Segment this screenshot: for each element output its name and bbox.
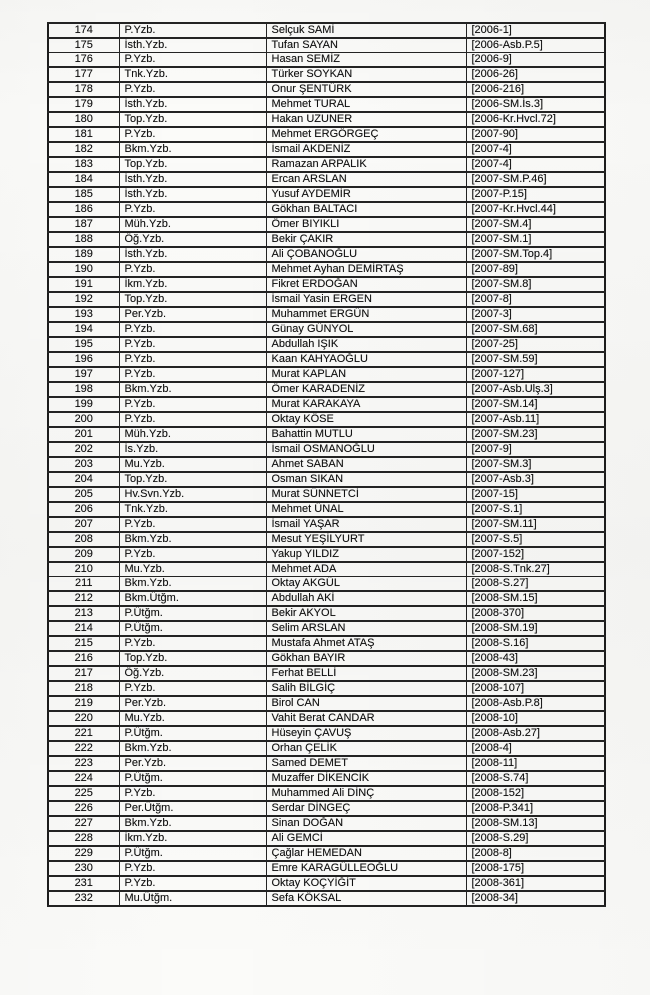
name-cell: Mehmet Ayhan DEMİRTAŞ — [266, 262, 466, 277]
code-cell: [2008-10] — [466, 711, 605, 726]
name-cell: Ercan ARSLAN — [266, 172, 466, 187]
name-cell: İsmail YAŞAR — [266, 517, 466, 532]
name-cell: Gökhan BALTACI — [266, 202, 466, 217]
row-number-cell: 209 — [48, 547, 119, 562]
name-cell: Selçuk SAMİ — [266, 23, 466, 38]
row-number-cell: 190 — [48, 262, 119, 277]
code-cell: [2008-Asb.27] — [466, 726, 605, 741]
rank-cell: P.Yzb. — [119, 681, 266, 696]
table-row — [48, 172, 605, 187]
code-cell: [2008-370] — [466, 606, 605, 621]
code-cell: [2007-89] — [466, 262, 605, 277]
name-cell: Samed DEMET — [266, 756, 466, 771]
table-row — [48, 187, 605, 202]
table-row — [48, 127, 605, 142]
code-cell: [2008-SM.15] — [466, 591, 605, 606]
row-number-cell: 189 — [48, 247, 119, 262]
row-number-cell: 205 — [48, 487, 119, 502]
name-cell: Mehmet ADA — [266, 562, 466, 577]
code-cell: [2008-175] — [466, 861, 605, 876]
name-cell: Sefa KÖKSAL — [266, 891, 466, 906]
name-cell: Hüseyin ÇAVUŞ — [266, 726, 466, 741]
table-row — [48, 532, 605, 547]
rank-cell: İsth.Yzb. — [119, 97, 266, 112]
name-cell: Tufan SAYAN — [266, 38, 466, 53]
code-cell: [2007-P.15] — [466, 187, 605, 202]
rank-cell: P.Yzb. — [119, 127, 266, 142]
table-row — [48, 846, 605, 861]
row-number-cell: 206 — [48, 502, 119, 517]
rank-cell: Mu.Ütğm. — [119, 891, 266, 906]
row-number-cell: 224 — [48, 771, 119, 786]
code-cell: [2007-Asb.3] — [466, 472, 605, 487]
table-row — [48, 711, 605, 726]
rank-cell: Bkm.Ütğm. — [119, 591, 266, 606]
name-cell: Selim ARSLAN — [266, 621, 466, 636]
code-cell: [2007-SM.1] — [466, 232, 605, 247]
name-cell: Birol CAN — [266, 696, 466, 711]
table-row — [48, 292, 605, 307]
table-row — [48, 801, 605, 816]
table-row — [48, 307, 605, 322]
table-row — [48, 232, 605, 247]
rank-cell: İkm.Yzb. — [119, 277, 266, 292]
rank-cell: P.Ütğm. — [119, 846, 266, 861]
name-cell: Murat KARAKAYA — [266, 397, 466, 412]
rank-cell: P.Yzb. — [119, 412, 266, 427]
rank-cell: Per.Ütğm. — [119, 801, 266, 816]
table-row — [48, 202, 605, 217]
table-row — [48, 651, 605, 666]
table-row — [48, 621, 605, 636]
rank-cell: P.Yzb. — [119, 397, 266, 412]
table-row — [48, 457, 605, 472]
code-cell: [2007-SM.4] — [466, 217, 605, 232]
row-number-cell: 208 — [48, 532, 119, 547]
name-cell: Ali ÇOBANOĞLU — [266, 247, 466, 262]
code-cell: [2006-26] — [466, 67, 605, 82]
table-row — [48, 756, 605, 771]
row-number-cell: 195 — [48, 337, 119, 352]
table-row — [48, 666, 605, 681]
row-number-cell: 225 — [48, 786, 119, 801]
rank-cell: P.Ütğm. — [119, 606, 266, 621]
name-cell: Bahattin MUTLU — [266, 427, 466, 442]
row-number-cell: 182 — [48, 142, 119, 157]
table-row — [48, 876, 605, 891]
rank-cell: P.Yzb. — [119, 861, 266, 876]
table-row — [48, 23, 605, 38]
row-number-cell: 178 — [48, 82, 119, 97]
rank-cell: Tnk.Yzb. — [119, 502, 266, 517]
code-cell: [2007-SM.Top.4] — [466, 247, 605, 262]
name-cell: Mehmet ERGÖRGEÇ — [266, 127, 466, 142]
name-cell: Oktay KOÇYİĞİT — [266, 876, 466, 891]
table-row — [48, 322, 605, 337]
rank-cell: Bkm.Yzb. — [119, 577, 266, 592]
table-row — [48, 741, 605, 756]
row-number-cell: 221 — [48, 726, 119, 741]
code-cell: [2006-9] — [466, 53, 605, 68]
name-cell: Murat KAPLAN — [266, 367, 466, 382]
rank-cell: Öğ.Yzb. — [119, 666, 266, 681]
row-number-cell: 177 — [48, 67, 119, 82]
name-cell: Muhammet ERGÜN — [266, 307, 466, 322]
rank-cell: P.Ütğm. — [119, 621, 266, 636]
name-cell: Ömer KARADENİZ — [266, 382, 466, 397]
personnel-table — [47, 22, 606, 907]
code-cell: [2006-SM.İs.3] — [466, 97, 605, 112]
name-cell: Mustafa Ahmet ATAŞ — [266, 636, 466, 651]
code-cell: [2008-SM.19] — [466, 621, 605, 636]
rank-cell: P.Yzb. — [119, 337, 266, 352]
rank-cell: P.Yzb. — [119, 547, 266, 562]
code-cell: [2008-152] — [466, 786, 605, 801]
rank-cell: Müh.Yzb. — [119, 427, 266, 442]
table-row — [48, 502, 605, 517]
row-number-cell: 202 — [48, 442, 119, 457]
name-cell: Türker SOYKAN — [266, 67, 466, 82]
rank-cell: P.Ütğm. — [119, 771, 266, 786]
table-row — [48, 681, 605, 696]
code-cell: [2007-SM.11] — [466, 517, 605, 532]
rank-cell: P.Yzb. — [119, 786, 266, 801]
code-cell: [2007-3] — [466, 307, 605, 322]
name-cell: Serdar DİNGEÇ — [266, 801, 466, 816]
row-number-cell: 199 — [48, 397, 119, 412]
table-row — [48, 547, 605, 562]
table-row — [48, 157, 605, 172]
table-row — [48, 262, 605, 277]
rank-cell: Top.Yzb. — [119, 472, 266, 487]
name-cell: Mehmet ÜNAL — [266, 502, 466, 517]
row-number-cell: 201 — [48, 427, 119, 442]
table-row — [48, 577, 605, 592]
row-number-cell: 211 — [48, 577, 119, 592]
code-cell: [2007-SM.14] — [466, 397, 605, 412]
code-cell: [2007-25] — [466, 337, 605, 352]
table-row — [48, 82, 605, 97]
rank-cell: İsth.Yzb. — [119, 247, 266, 262]
code-cell: [2007-4] — [466, 157, 605, 172]
code-cell: [2007-S.5] — [466, 532, 605, 547]
code-cell: [2008-361] — [466, 876, 605, 891]
rank-cell: P.Yzb. — [119, 876, 266, 891]
table-row — [48, 97, 605, 112]
row-number-cell: 220 — [48, 711, 119, 726]
table-row — [48, 217, 605, 232]
row-number-cell: 217 — [48, 666, 119, 681]
rank-cell: P.Yzb. — [119, 636, 266, 651]
code-cell: [2008-S.74] — [466, 771, 605, 786]
row-number-cell: 186 — [48, 202, 119, 217]
name-cell: Bekir AKYOL — [266, 606, 466, 621]
code-cell: [2007-8] — [466, 292, 605, 307]
row-number-cell: 215 — [48, 636, 119, 651]
row-number-cell: 222 — [48, 741, 119, 756]
name-cell: Murat SÜNNETCİ — [266, 487, 466, 502]
rank-cell: Bkm.Yzb. — [119, 142, 266, 157]
name-cell: Mesut YEŞİLYURT — [266, 532, 466, 547]
name-cell: Abdullah IŞIK — [266, 337, 466, 352]
rank-cell: Bkm.Yzb. — [119, 382, 266, 397]
rank-cell: P.Yzb. — [119, 352, 266, 367]
table-row — [48, 142, 605, 157]
name-cell: Ramazan ARPALIK — [266, 157, 466, 172]
name-cell: Günay GÜNYOL — [266, 322, 466, 337]
row-number-cell: 174 — [48, 23, 119, 38]
name-cell: Sinan DOĞAN — [266, 816, 466, 831]
rank-cell: P.Yzb. — [119, 23, 266, 38]
row-number-cell: 179 — [48, 97, 119, 112]
name-cell: Salih BİLGİÇ — [266, 681, 466, 696]
row-number-cell: 181 — [48, 127, 119, 142]
rank-cell: P.Yzb. — [119, 262, 266, 277]
table-row — [48, 442, 605, 457]
table-row — [48, 337, 605, 352]
row-number-cell: 180 — [48, 112, 119, 127]
name-cell: İsmail Yasin ERGEN — [266, 292, 466, 307]
rank-cell: Top.Yzb. — [119, 112, 266, 127]
table-row — [48, 247, 605, 262]
row-number-cell: 187 — [48, 217, 119, 232]
code-cell: [2006-1] — [466, 23, 605, 38]
rank-cell: Per.Yzb. — [119, 756, 266, 771]
rank-cell: Per.Yzb. — [119, 696, 266, 711]
row-number-cell: 204 — [48, 472, 119, 487]
code-cell: [2008-S.29] — [466, 831, 605, 846]
rank-cell: Öğ.Yzb. — [119, 232, 266, 247]
name-cell: İsmail OSMANOĞLU — [266, 442, 466, 457]
row-number-cell: 228 — [48, 831, 119, 846]
code-cell: [2007-SM.3] — [466, 457, 605, 472]
table-row — [48, 487, 605, 502]
table-row — [48, 517, 605, 532]
code-cell: [2007-127] — [466, 367, 605, 382]
code-cell: [2007-9] — [466, 442, 605, 457]
code-cell: [2007-SM.23] — [466, 427, 605, 442]
name-cell: Kaan KAHYAOĞLU — [266, 352, 466, 367]
rank-cell: Bkm.Yzb. — [119, 816, 266, 831]
row-number-cell: 194 — [48, 322, 119, 337]
table-row — [48, 891, 605, 906]
code-cell: [2008-SM.13] — [466, 816, 605, 831]
rank-cell: Top.Yzb. — [119, 651, 266, 666]
code-cell: [2008-8] — [466, 846, 605, 861]
row-number-cell: 183 — [48, 157, 119, 172]
rank-cell: Tnk.Yzb. — [119, 67, 266, 82]
rank-cell: Top.Yzb. — [119, 292, 266, 307]
code-cell: [2007-SM.8] — [466, 277, 605, 292]
code-cell: [2007-S.1] — [466, 502, 605, 517]
table-row — [48, 816, 605, 831]
rank-cell: İsth.Yzb. — [119, 187, 266, 202]
rank-cell: Mu.Yzb. — [119, 457, 266, 472]
row-number-cell: 223 — [48, 756, 119, 771]
code-cell: [2008-11] — [466, 756, 605, 771]
row-number-cell: 193 — [48, 307, 119, 322]
name-cell: Ali GEMCİ — [266, 831, 466, 846]
table-row — [48, 786, 605, 801]
name-cell: Hasan SEMİZ — [266, 53, 466, 68]
row-number-cell: 210 — [48, 562, 119, 577]
row-number-cell: 188 — [48, 232, 119, 247]
row-number-cell: 216 — [48, 651, 119, 666]
row-number-cell: 227 — [48, 816, 119, 831]
rank-cell: Bkm.Yzb. — [119, 741, 266, 756]
table-row — [48, 472, 605, 487]
table-row — [48, 861, 605, 876]
name-cell: Abdullah AKİ — [266, 591, 466, 606]
rank-cell: Per.Yzb. — [119, 307, 266, 322]
row-number-cell: 191 — [48, 277, 119, 292]
code-cell: [2008-43] — [466, 651, 605, 666]
row-number-cell: 176 — [48, 53, 119, 68]
row-number-cell: 218 — [48, 681, 119, 696]
row-number-cell: 207 — [48, 517, 119, 532]
row-number-cell: 226 — [48, 801, 119, 816]
name-cell: Muhammed Ali DİNÇ — [266, 786, 466, 801]
rank-cell: P.Yzb. — [119, 322, 266, 337]
code-cell: [2007-152] — [466, 547, 605, 562]
rank-cell: Bkm.Yzb. — [119, 532, 266, 547]
row-number-cell: 214 — [48, 621, 119, 636]
table-row — [48, 53, 605, 68]
code-cell: [2007-4] — [466, 142, 605, 157]
name-cell: Osman SIKAN — [266, 472, 466, 487]
row-number-cell: 197 — [48, 367, 119, 382]
table-row — [48, 726, 605, 741]
table-row — [48, 382, 605, 397]
code-cell: [2007-SM.59] — [466, 352, 605, 367]
row-number-cell: 200 — [48, 412, 119, 427]
row-number-cell: 229 — [48, 846, 119, 861]
code-cell: [2008-P.341] — [466, 801, 605, 816]
code-cell: [2007-Asb.Ulş.3] — [466, 382, 605, 397]
name-cell: Ömer BIYIKLI — [266, 217, 466, 232]
code-cell: [2007-Asb.11] — [466, 412, 605, 427]
name-cell: Yakup YILDIZ — [266, 547, 466, 562]
name-cell: Onur ŞENTÜRK — [266, 82, 466, 97]
code-cell: [2007-SM.68] — [466, 322, 605, 337]
name-cell: Vahit Berat CANDAR — [266, 711, 466, 726]
row-number-cell: 232 — [48, 891, 119, 906]
name-cell: Gökhan BAYIR — [266, 651, 466, 666]
name-cell: Fikret ERDOĞAN — [266, 277, 466, 292]
table-row — [48, 696, 605, 711]
rank-cell: Hv.Svn.Yzb. — [119, 487, 266, 502]
rank-cell: P.Yzb. — [119, 53, 266, 68]
row-number-cell: 184 — [48, 172, 119, 187]
row-number-cell: 212 — [48, 591, 119, 606]
code-cell: [2008-4] — [466, 741, 605, 756]
rank-cell: İkm.Yzb. — [119, 831, 266, 846]
table-row — [48, 367, 605, 382]
table-row — [48, 636, 605, 651]
rank-cell: P.Ütğm. — [119, 726, 266, 741]
name-cell: Orhan ÇELİK — [266, 741, 466, 756]
table-row — [48, 352, 605, 367]
name-cell: İsmail AKDENİZ — [266, 142, 466, 157]
row-number-cell: 175 — [48, 38, 119, 53]
rank-cell: Mu.Yzb. — [119, 711, 266, 726]
code-cell: [2006-Kr.Hvcl.72] — [466, 112, 605, 127]
code-cell: [2008-107] — [466, 681, 605, 696]
code-cell: [2008-34] — [466, 891, 605, 906]
code-cell: [2007-90] — [466, 127, 605, 142]
table-row — [48, 606, 605, 621]
rank-cell: Top.Yzb. — [119, 157, 266, 172]
rank-cell: İs.Yzb. — [119, 442, 266, 457]
name-cell: Ahmet SABAN — [266, 457, 466, 472]
row-number-cell: 198 — [48, 382, 119, 397]
table-row — [48, 412, 605, 427]
row-number-cell: 213 — [48, 606, 119, 621]
name-cell: Oktay KÖSE — [266, 412, 466, 427]
table-row — [48, 771, 605, 786]
table-row — [48, 831, 605, 846]
code-cell: [2006-216] — [466, 82, 605, 97]
row-number-cell: 231 — [48, 876, 119, 891]
table-row — [48, 38, 605, 53]
rank-cell: Müh.Yzb. — [119, 217, 266, 232]
name-cell: Oktay AKGÜL — [266, 577, 466, 592]
table-row — [48, 427, 605, 442]
rank-cell: İsth.Yzb. — [119, 172, 266, 187]
code-cell: [2008-Asb.P.8] — [466, 696, 605, 711]
rank-cell: P.Yzb. — [119, 202, 266, 217]
code-cell: [2007-SM.P.46] — [466, 172, 605, 187]
personnel-table-body — [48, 23, 605, 906]
table-row — [48, 397, 605, 412]
name-cell: Bekir ÇAKIR — [266, 232, 466, 247]
rank-cell: P.Yzb. — [119, 517, 266, 532]
row-number-cell: 230 — [48, 861, 119, 876]
table-row — [48, 591, 605, 606]
code-cell: [2008-S.27] — [466, 577, 605, 592]
row-number-cell: 192 — [48, 292, 119, 307]
row-number-cell: 219 — [48, 696, 119, 711]
table-row — [48, 562, 605, 577]
code-cell: [2008-S.16] — [466, 636, 605, 651]
rank-cell: Mu.Yzb. — [119, 562, 266, 577]
name-cell: Mehmet TURAL — [266, 97, 466, 112]
code-cell: [2006-Asb.P.5] — [466, 38, 605, 53]
code-cell: [2007-Kr.Hvcl.44] — [466, 202, 605, 217]
name-cell: Hakan UZUNER — [266, 112, 466, 127]
table-row — [48, 67, 605, 82]
row-number-cell: 196 — [48, 352, 119, 367]
name-cell: Ferhat BELLİ — [266, 666, 466, 681]
name-cell: Emre KARAGÜLLEOĞLU — [266, 861, 466, 876]
rank-cell: İsth.Yzb. — [119, 38, 266, 53]
rank-cell: P.Yzb. — [119, 367, 266, 382]
name-cell: Yusuf AYDEMİR — [266, 187, 466, 202]
row-number-cell: 185 — [48, 187, 119, 202]
row-number-cell: 203 — [48, 457, 119, 472]
code-cell: [2008-SM.23] — [466, 666, 605, 681]
code-cell: [2008-S.Tnk.27] — [466, 562, 605, 577]
table-row — [48, 112, 605, 127]
code-cell: [2007-15] — [466, 487, 605, 502]
rank-cell: P.Yzb. — [119, 82, 266, 97]
table-row — [48, 277, 605, 292]
name-cell: Muzaffer DİKENCİK — [266, 771, 466, 786]
name-cell: Çağlar HEMEDAN — [266, 846, 466, 861]
